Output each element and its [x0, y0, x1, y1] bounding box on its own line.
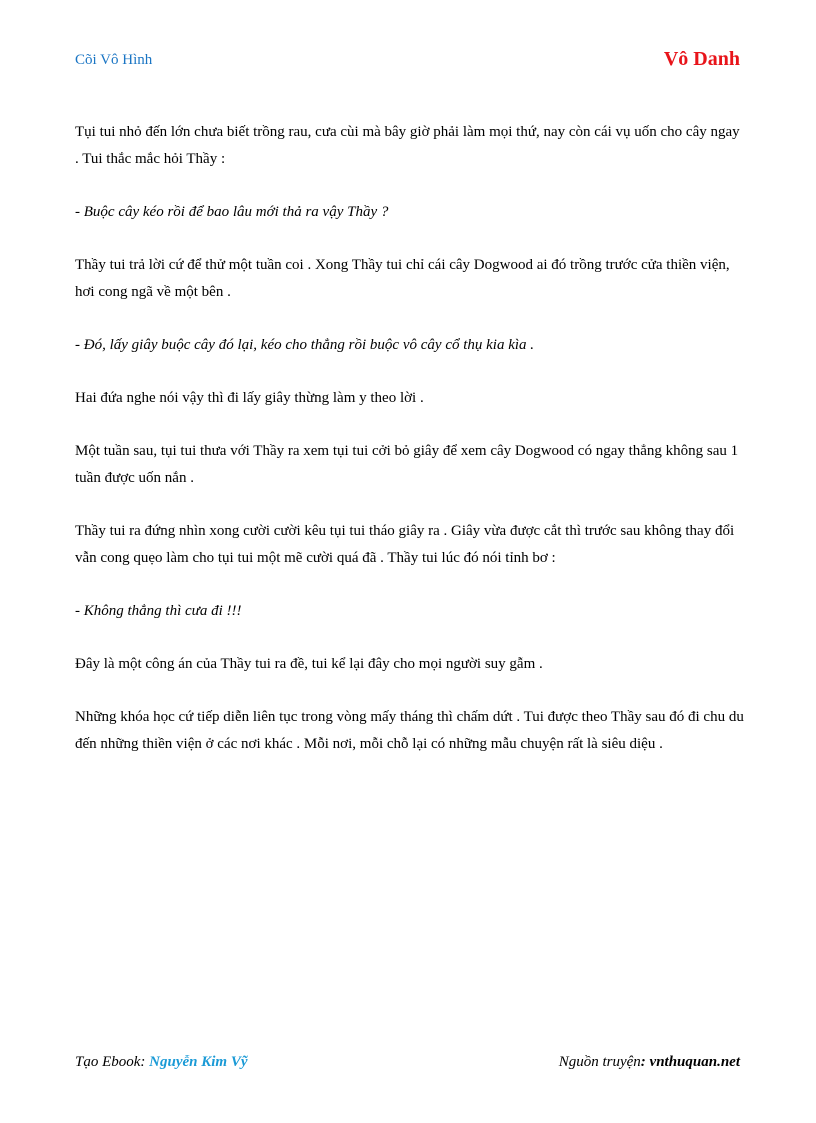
paragraph: Tụi tui nhỏ đến lớn chưa biết trồng rau, cưa cùi mà bây giờ phải làm mọi thứ, nay còn cái vụ uốn cho cây ngay . Tui thắc mắc hỏi Thầy : [75, 124, 740, 167]
paragraph: Thầy tui ra đứng nhìn xong cười cười kêu tụi tui tháo giây ra . Giây vừa được cắt thì trước sau không thay đổi vẫn cong quẹo làm cho tụi tui một mẽ cười quá đã . Thầy tui lúc đó nói tỉnh bơ : [75, 523, 735, 566]
ebook-label: Tạo Ebook [75, 1054, 141, 1070]
source-credit [559, 1054, 740, 1071]
book-title: Cõi Vô Hình [75, 52, 153, 68]
source-separator: : [640, 1054, 650, 1070]
paragraph: Hai đứa nghe nói vậy thì đi lấy giây thừng làm y theo lời . [75, 390, 424, 406]
dialogue-line: - Không thẳng thì cưa đi !!! [75, 603, 242, 619]
dialogue-line: - Đó, lấy giây buộc cây đó lại, kéo cho thẳng rồi buộc vô cây cổ thụ kia kìa . [75, 337, 535, 353]
paragraph: Đây là một công án của Thầy tui ra đề, tui kể lại đây cho mọi người suy gẫm . [75, 656, 543, 672]
ebook-separator: : [140, 1054, 150, 1070]
source-label: Nguồn truyện [558, 1054, 641, 1070]
paragraph: Những khóa học cứ tiếp diễn liên tục trong vòng mấy tháng thì chấm dứt . Tui được theo Thầy sau đó đi chu du đến những thiền viện ở các nơi khác . Mỗi nơi, mỗi chỗ lại có những mẫu chuyện rất là siêu diệu . [75, 709, 744, 752]
paragraph: Thầy tui trả lời cứ để thử một tuần coi . Xong Thầy tui chỉ cái cây Dogwood ai đó trồng trước cửa thiền viện, hơi cong ngã về một bên . [75, 257, 730, 300]
dialogue-line: - Buộc cây kéo rồi để bao lâu mới thả ra vậy Thầy ? [75, 204, 389, 220]
paragraph: Một tuần sau, tụi tui thưa với Thầy ra xem tụi tui cởi bỏ giây để xem cây Dogwood có ngay thẳng không sau 1 tuần được uốn nắn . [75, 443, 739, 486]
author-name: Vô Danh [663, 48, 740, 70]
ebook-author: Nguyễn Kim Vỹ [149, 1054, 248, 1070]
ebook-credit [75, 1054, 248, 1071]
source-site: vnthuquan.net [649, 1054, 740, 1070]
document-body [75, 119, 747, 784]
